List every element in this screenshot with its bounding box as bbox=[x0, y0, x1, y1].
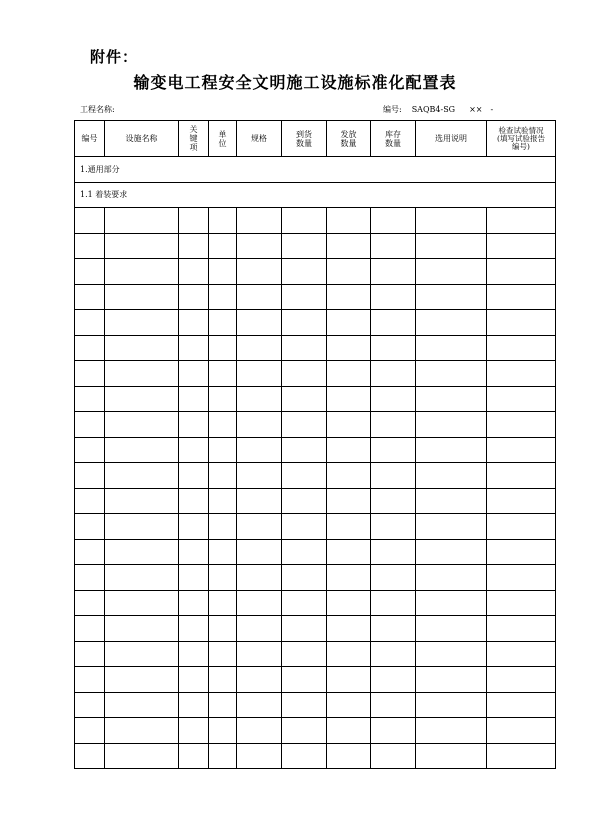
table-cell[interactable] bbox=[371, 539, 416, 565]
table-cell[interactable] bbox=[371, 284, 416, 310]
table-cell[interactable] bbox=[237, 437, 282, 463]
table-row bbox=[75, 667, 556, 693]
table-cell[interactable] bbox=[179, 208, 209, 234]
table-cell[interactable] bbox=[209, 590, 237, 616]
table-cell[interactable] bbox=[75, 259, 105, 285]
table-cell[interactable] bbox=[105, 488, 179, 514]
table-cell[interactable] bbox=[416, 208, 487, 234]
table-cell[interactable] bbox=[487, 310, 556, 336]
table-cell[interactable] bbox=[179, 641, 209, 667]
table-cell[interactable] bbox=[237, 208, 282, 234]
table-cell[interactable] bbox=[237, 514, 282, 540]
table-cell[interactable] bbox=[282, 259, 327, 285]
table-cell[interactable] bbox=[487, 437, 556, 463]
col-header-issued-qty: 发放 数量 bbox=[327, 121, 371, 157]
table-cell[interactable] bbox=[237, 743, 282, 769]
table-cell[interactable] bbox=[237, 590, 282, 616]
table-cell[interactable] bbox=[416, 437, 487, 463]
table-cell[interactable] bbox=[327, 412, 371, 438]
table-cell[interactable] bbox=[179, 361, 209, 387]
table-cell[interactable] bbox=[75, 590, 105, 616]
table-cell[interactable] bbox=[237, 667, 282, 693]
table-cell[interactable] bbox=[209, 718, 237, 744]
col-header-spec: 规格 bbox=[237, 121, 282, 157]
section-row-dress bbox=[75, 182, 556, 208]
table-cell[interactable] bbox=[179, 590, 209, 616]
table-cell[interactable] bbox=[75, 284, 105, 310]
table-cell[interactable] bbox=[237, 335, 282, 361]
table-cell[interactable] bbox=[327, 284, 371, 310]
table-cell[interactable] bbox=[416, 259, 487, 285]
col-header-inspection: 检查试验情况 (填写试验报告 编号) bbox=[487, 121, 556, 157]
project-name-label: 工程名称: bbox=[80, 105, 115, 114]
table-row bbox=[75, 386, 556, 412]
table-cell[interactable] bbox=[416, 284, 487, 310]
table-cell[interactable] bbox=[282, 743, 327, 769]
table-cell[interactable] bbox=[371, 386, 416, 412]
table-cell[interactable] bbox=[209, 335, 237, 361]
table-cell[interactable] bbox=[209, 259, 237, 285]
table-cell[interactable] bbox=[327, 463, 371, 489]
table-cell[interactable] bbox=[237, 386, 282, 412]
table-cell[interactable] bbox=[282, 437, 327, 463]
table-row bbox=[75, 233, 556, 259]
table-cell[interactable] bbox=[75, 335, 105, 361]
table-cell[interactable] bbox=[371, 310, 416, 336]
table-cell[interactable] bbox=[209, 386, 237, 412]
table-cell[interactable] bbox=[371, 718, 416, 744]
table-cell[interactable] bbox=[282, 463, 327, 489]
table-cell[interactable] bbox=[237, 259, 282, 285]
table-cell[interactable] bbox=[237, 616, 282, 642]
table-cell[interactable] bbox=[327, 259, 371, 285]
table-cell[interactable] bbox=[371, 463, 416, 489]
table-cell[interactable] bbox=[282, 692, 327, 718]
table-cell[interactable] bbox=[487, 488, 556, 514]
table-cell[interactable] bbox=[237, 361, 282, 387]
table-row bbox=[75, 514, 556, 540]
table-cell[interactable] bbox=[209, 437, 237, 463]
col-header-selection-note: 选用说明 bbox=[416, 121, 487, 157]
table-cell[interactable] bbox=[237, 718, 282, 744]
table-cell[interactable] bbox=[282, 565, 327, 591]
table-cell[interactable] bbox=[209, 565, 237, 591]
number-label: 编号: bbox=[383, 105, 402, 114]
table-row bbox=[75, 718, 556, 744]
table-cell[interactable] bbox=[105, 590, 179, 616]
table-cell[interactable] bbox=[371, 259, 416, 285]
table-cell[interactable] bbox=[179, 437, 209, 463]
project-name-field bbox=[80, 104, 115, 115]
table-cell[interactable] bbox=[487, 386, 556, 412]
table-cell[interactable] bbox=[282, 361, 327, 387]
table-cell[interactable] bbox=[237, 692, 282, 718]
table-cell[interactable] bbox=[487, 284, 556, 310]
table-cell[interactable] bbox=[209, 692, 237, 718]
table-cell[interactable] bbox=[75, 310, 105, 336]
table-cell[interactable] bbox=[75, 514, 105, 540]
table-cell[interactable] bbox=[416, 412, 487, 438]
table-cell[interactable] bbox=[209, 284, 237, 310]
table-cell[interactable] bbox=[487, 641, 556, 667]
table-row bbox=[75, 259, 556, 285]
table-cell[interactable] bbox=[105, 514, 179, 540]
table-cell[interactable] bbox=[327, 335, 371, 361]
header-row bbox=[75, 121, 556, 157]
table-cell[interactable] bbox=[75, 463, 105, 489]
table-cell[interactable] bbox=[209, 667, 237, 693]
table-cell[interactable] bbox=[179, 539, 209, 565]
table-cell[interactable] bbox=[75, 641, 105, 667]
table-row bbox=[75, 616, 556, 642]
table-cell[interactable] bbox=[416, 616, 487, 642]
table-cell[interactable] bbox=[416, 335, 487, 361]
table-cell[interactable] bbox=[487, 208, 556, 234]
table-cell[interactable] bbox=[282, 386, 327, 412]
table-cell[interactable] bbox=[179, 412, 209, 438]
table-cell[interactable] bbox=[487, 335, 556, 361]
table-cell[interactable] bbox=[487, 743, 556, 769]
table-cell[interactable] bbox=[75, 208, 105, 234]
table-cell[interactable] bbox=[371, 616, 416, 642]
table-cell[interactable] bbox=[237, 539, 282, 565]
table-row bbox=[75, 539, 556, 565]
attachment-label: 附件： bbox=[90, 48, 139, 66]
table-cell[interactable] bbox=[371, 437, 416, 463]
table-cell[interactable] bbox=[179, 565, 209, 591]
table-cell[interactable] bbox=[282, 310, 327, 336]
table-cell[interactable] bbox=[75, 743, 105, 769]
table-cell[interactable] bbox=[105, 335, 179, 361]
table-cell[interactable] bbox=[416, 386, 487, 412]
table-cell[interactable] bbox=[209, 463, 237, 489]
table-cell[interactable] bbox=[327, 565, 371, 591]
table-cell[interactable] bbox=[371, 208, 416, 234]
table-cell[interactable] bbox=[416, 233, 487, 259]
table-cell[interactable] bbox=[179, 743, 209, 769]
table-row bbox=[75, 208, 556, 234]
col-header-facility-name: 设施名称 bbox=[105, 121, 179, 157]
table-cell[interactable] bbox=[327, 590, 371, 616]
table-cell[interactable] bbox=[416, 514, 487, 540]
table-cell[interactable] bbox=[237, 310, 282, 336]
table-row bbox=[75, 412, 556, 438]
table-cell[interactable] bbox=[282, 539, 327, 565]
table-cell[interactable] bbox=[327, 208, 371, 234]
table-cell[interactable] bbox=[75, 437, 105, 463]
table-cell[interactable] bbox=[179, 718, 209, 744]
table-row bbox=[75, 692, 556, 718]
table-cell[interactable] bbox=[179, 667, 209, 693]
table-cell[interactable] bbox=[371, 488, 416, 514]
table-cell[interactable] bbox=[416, 743, 487, 769]
table-cell[interactable] bbox=[209, 514, 237, 540]
table-cell[interactable] bbox=[179, 284, 209, 310]
table-cell[interactable] bbox=[105, 233, 179, 259]
table-cell[interactable] bbox=[327, 386, 371, 412]
number-value: SAQB4-SG bbox=[411, 105, 456, 114]
table-cell[interactable] bbox=[416, 539, 487, 565]
table-cell[interactable] bbox=[105, 667, 179, 693]
table-cell[interactable] bbox=[416, 488, 487, 514]
table-cell[interactable] bbox=[282, 667, 327, 693]
table-cell[interactable] bbox=[487, 463, 556, 489]
table-cell[interactable] bbox=[179, 616, 209, 642]
table-cell[interactable] bbox=[416, 590, 487, 616]
table-cell[interactable] bbox=[237, 412, 282, 438]
table-cell[interactable] bbox=[371, 641, 416, 667]
table-cell[interactable] bbox=[371, 361, 416, 387]
table-cell[interactable] bbox=[209, 743, 237, 769]
table-cell[interactable] bbox=[105, 284, 179, 310]
table-row bbox=[75, 284, 556, 310]
table-cell[interactable] bbox=[371, 514, 416, 540]
table-cell[interactable] bbox=[371, 743, 416, 769]
table-cell[interactable] bbox=[209, 641, 237, 667]
number-suffix-1: ×× bbox=[469, 105, 483, 114]
table-cell[interactable] bbox=[75, 412, 105, 438]
section-dress-label: 1.1 着装要求 bbox=[75, 182, 556, 208]
table-cell[interactable] bbox=[209, 616, 237, 642]
table-cell[interactable] bbox=[487, 718, 556, 744]
table-cell[interactable] bbox=[487, 692, 556, 718]
table-cell[interactable] bbox=[487, 361, 556, 387]
table-cell[interactable] bbox=[487, 667, 556, 693]
table-cell[interactable] bbox=[105, 539, 179, 565]
table-cell[interactable] bbox=[416, 692, 487, 718]
table-cell[interactable] bbox=[105, 743, 179, 769]
table-cell[interactable] bbox=[237, 641, 282, 667]
table-cell[interactable] bbox=[282, 233, 327, 259]
table-cell[interactable] bbox=[371, 692, 416, 718]
table-cell[interactable] bbox=[179, 514, 209, 540]
table-cell[interactable] bbox=[371, 412, 416, 438]
table-cell[interactable] bbox=[209, 488, 237, 514]
col-header-key-item: 关 键 项 bbox=[179, 121, 209, 157]
table-cell[interactable] bbox=[105, 616, 179, 642]
table-cell[interactable] bbox=[237, 463, 282, 489]
table-cell[interactable] bbox=[75, 386, 105, 412]
table-cell[interactable] bbox=[75, 718, 105, 744]
table-cell[interactable] bbox=[105, 565, 179, 591]
table-cell[interactable] bbox=[105, 463, 179, 489]
table-cell[interactable] bbox=[105, 310, 179, 336]
table-cell[interactable] bbox=[487, 616, 556, 642]
table-cell[interactable] bbox=[282, 335, 327, 361]
table-cell[interactable] bbox=[487, 590, 556, 616]
table-cell[interactable] bbox=[327, 437, 371, 463]
table-cell[interactable] bbox=[327, 539, 371, 565]
table-cell[interactable] bbox=[282, 590, 327, 616]
table-cell[interactable] bbox=[179, 335, 209, 361]
table-cell[interactable] bbox=[371, 565, 416, 591]
table-cell[interactable] bbox=[487, 233, 556, 259]
table-row bbox=[75, 641, 556, 667]
table-row bbox=[75, 361, 556, 387]
section-row-general bbox=[75, 157, 556, 183]
table-cell[interactable] bbox=[75, 233, 105, 259]
table-cell[interactable] bbox=[179, 233, 209, 259]
form-number-field bbox=[383, 104, 493, 115]
table-cell[interactable] bbox=[209, 233, 237, 259]
table-cell[interactable] bbox=[371, 590, 416, 616]
table-cell[interactable] bbox=[327, 641, 371, 667]
table-cell[interactable] bbox=[282, 616, 327, 642]
table-cell[interactable] bbox=[75, 539, 105, 565]
table-cell[interactable] bbox=[209, 208, 237, 234]
table-cell[interactable] bbox=[179, 692, 209, 718]
table-cell[interactable] bbox=[282, 718, 327, 744]
table-cell[interactable] bbox=[327, 514, 371, 540]
col-header-stock-qty: 库存 数量 bbox=[371, 121, 416, 157]
table-cell[interactable] bbox=[75, 488, 105, 514]
section-general-label: 1.通用部分 bbox=[75, 157, 556, 183]
table-cell[interactable] bbox=[105, 437, 179, 463]
table-cell[interactable] bbox=[282, 514, 327, 540]
table-cell[interactable] bbox=[179, 259, 209, 285]
table-cell[interactable] bbox=[371, 667, 416, 693]
table-cell[interactable] bbox=[416, 565, 487, 591]
table-cell[interactable] bbox=[237, 284, 282, 310]
table-cell[interactable] bbox=[179, 488, 209, 514]
table-cell[interactable] bbox=[282, 208, 327, 234]
table-cell[interactable] bbox=[487, 412, 556, 438]
page-title: 输变电工程安全文明施工设施标准化配置表 bbox=[133, 73, 457, 92]
col-header-unit: 单 位 bbox=[209, 121, 237, 157]
table-cell[interactable] bbox=[487, 565, 556, 591]
table-cell[interactable] bbox=[75, 616, 105, 642]
table-cell[interactable] bbox=[487, 539, 556, 565]
table-cell[interactable] bbox=[209, 412, 237, 438]
table-cell[interactable] bbox=[105, 718, 179, 744]
table-cell[interactable] bbox=[105, 386, 179, 412]
table-cell[interactable] bbox=[282, 412, 327, 438]
table-cell[interactable] bbox=[179, 386, 209, 412]
table-row bbox=[75, 565, 556, 591]
table-cell[interactable] bbox=[371, 335, 416, 361]
table-cell[interactable] bbox=[105, 361, 179, 387]
table-cell[interactable] bbox=[75, 692, 105, 718]
table-row bbox=[75, 590, 556, 616]
table-row bbox=[75, 488, 556, 514]
table-cell[interactable] bbox=[327, 692, 371, 718]
table-cell[interactable] bbox=[237, 565, 282, 591]
table-row bbox=[75, 463, 556, 489]
table-cell[interactable] bbox=[237, 233, 282, 259]
table-cell[interactable] bbox=[416, 641, 487, 667]
col-header-no: 编号 bbox=[75, 121, 105, 157]
table-cell[interactable] bbox=[487, 259, 556, 285]
table-cell[interactable] bbox=[371, 233, 416, 259]
table-cell[interactable] bbox=[105, 692, 179, 718]
table-cell[interactable] bbox=[327, 310, 371, 336]
table-cell[interactable] bbox=[282, 641, 327, 667]
table-cell[interactable] bbox=[209, 361, 237, 387]
number-suffix-2: - bbox=[490, 105, 494, 114]
table-cell[interactable] bbox=[416, 361, 487, 387]
table-cell[interactable] bbox=[327, 667, 371, 693]
table-row bbox=[75, 310, 556, 336]
table-cell[interactable] bbox=[327, 718, 371, 744]
table-cell[interactable] bbox=[282, 284, 327, 310]
table-cell[interactable] bbox=[487, 514, 556, 540]
table-cell[interactable] bbox=[75, 565, 105, 591]
table-cell[interactable] bbox=[416, 667, 487, 693]
table-row bbox=[75, 743, 556, 769]
table-cell[interactable] bbox=[327, 361, 371, 387]
table-cell[interactable] bbox=[327, 233, 371, 259]
table-cell[interactable] bbox=[416, 718, 487, 744]
table-cell[interactable] bbox=[209, 310, 237, 336]
table-cell[interactable] bbox=[105, 259, 179, 285]
table-body bbox=[75, 121, 556, 769]
table-cell[interactable] bbox=[209, 539, 237, 565]
col-header-arrived-qty: 到货 数量 bbox=[282, 121, 327, 157]
table-cell[interactable] bbox=[327, 616, 371, 642]
table-cell[interactable] bbox=[179, 310, 209, 336]
table-cell[interactable] bbox=[416, 310, 487, 336]
table-cell[interactable] bbox=[75, 361, 105, 387]
table-cell[interactable] bbox=[75, 667, 105, 693]
table-row bbox=[75, 335, 556, 361]
table-cell[interactable] bbox=[105, 641, 179, 667]
table-cell[interactable] bbox=[327, 488, 371, 514]
table-row bbox=[75, 437, 556, 463]
table-cell[interactable] bbox=[416, 463, 487, 489]
table-cell[interactable] bbox=[105, 208, 179, 234]
table-cell[interactable] bbox=[282, 488, 327, 514]
table-cell[interactable] bbox=[327, 743, 371, 769]
table-cell[interactable] bbox=[179, 463, 209, 489]
table-cell[interactable] bbox=[105, 412, 179, 438]
config-table bbox=[74, 120, 556, 769]
table-cell[interactable] bbox=[237, 488, 282, 514]
